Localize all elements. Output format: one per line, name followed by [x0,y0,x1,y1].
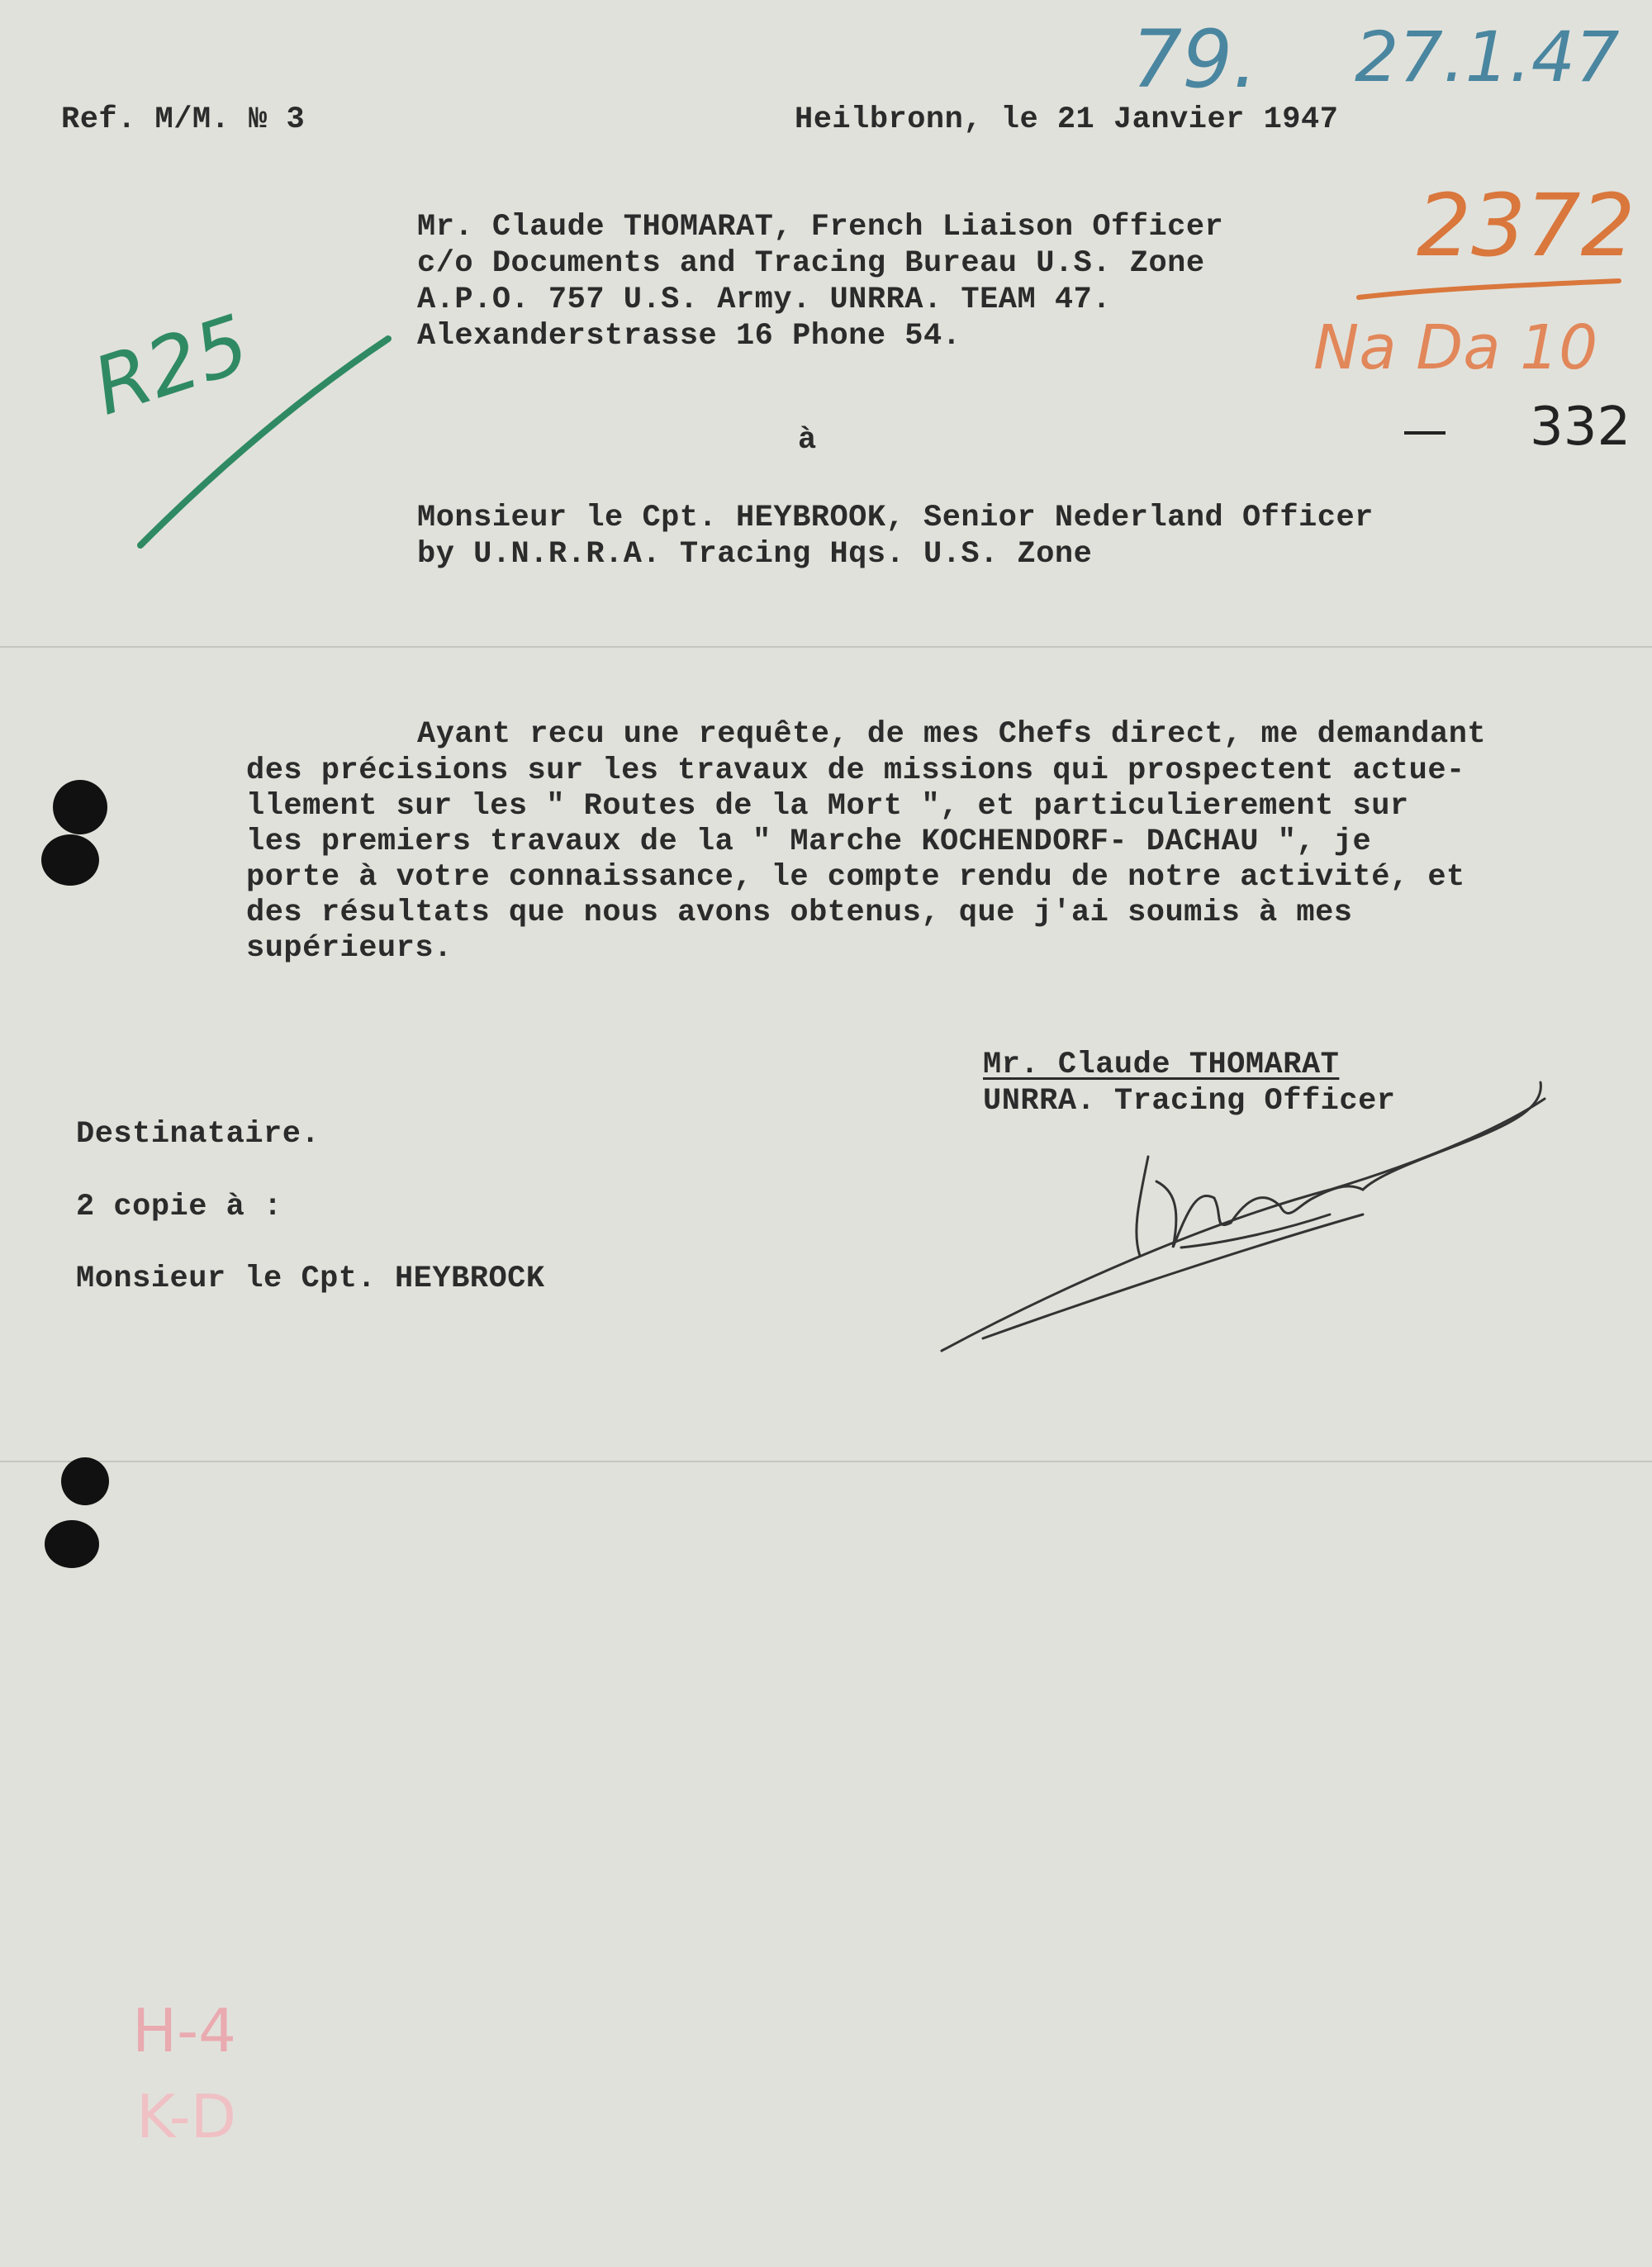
paper-fold [0,1461,1652,1462]
stamp-dash [1404,431,1446,435]
sender-line-2: c/o Documents and Tracing Bureau U.S. Zone [417,246,1205,281]
sender-line-1: Mr. Claude THOMARAT, French Liaison Officer [417,210,1224,245]
pink-pencil-line-2: K-D [136,2082,237,2151]
blue-pencil-date: 27.1.47 [1355,17,1620,97]
stamp-number: 332 [1530,397,1631,458]
paper-fold [0,646,1652,648]
body-line-2: des précisions sur les travaux de missions qui prospectent actue- [246,753,1465,788]
orange-pencil-code: Na Da 10 [1313,312,1598,383]
body-line-1: Ayant recu une requête, de mes Chefs direct, me demandant [417,717,1487,752]
signature-name: Mr. Claude THOMARAT [983,1048,1340,1082]
body-line-6: des résultats que nous avons obtenus, que j'ai soumis à mes [246,896,1353,930]
punch-hole [41,834,99,886]
blue-pencil-number: 79. [1132,13,1258,106]
distribution-line-1: Destinataire. [76,1117,320,1152]
recipient-line-1: Monsieur le Cpt. HEYBROOK, Senior Nederland Officer [417,501,1374,535]
body-line-3: llement sur les " Routes de la Mort ", et particulierement sur [246,789,1409,824]
recipient-line-2: by U.N.R.R.A. Tracing Hqs. U.S. Zone [417,537,1093,572]
green-crayon-mark: R25 [83,297,260,434]
to-word: à [798,423,817,458]
orange-pencil-number: 2372 [1417,175,1635,276]
punch-hole [45,1520,99,1568]
sender-line-4: Alexanderstrasse 16 Phone 54. [417,319,961,354]
distribution-line-2: 2 copie à : [76,1190,282,1224]
green-crayon-stroke [74,297,405,562]
signature-title: UNRRA. Tracing Officer [983,1084,1396,1119]
place-and-date: Heilbronn, le 21 Janvier 1947 [795,102,1339,137]
punch-hole [61,1457,109,1505]
sender-line-3: A.P.O. 757 U.S. Army. UNRRA. TEAM 47. [417,283,1112,317]
handwritten-signature [933,1066,1578,1371]
orange-pencil-underline [1355,178,1627,310]
distribution-line-3: Monsieur le Cpt. HEYBROCK [76,1262,545,1296]
body-line-4: les premiers travaux de la " Marche KOCHENDORF- DACHAU ", je [246,825,1372,859]
body-line-5: porte à votre connaissance, le compte rendu de notre activité, et [246,860,1465,895]
pink-pencil-line-1: H-4 [132,1996,236,2065]
body-line-7: supérieurs. [246,931,453,966]
reference-number: Ref. M/M. № 3 [61,102,306,137]
punch-hole [53,780,107,834]
